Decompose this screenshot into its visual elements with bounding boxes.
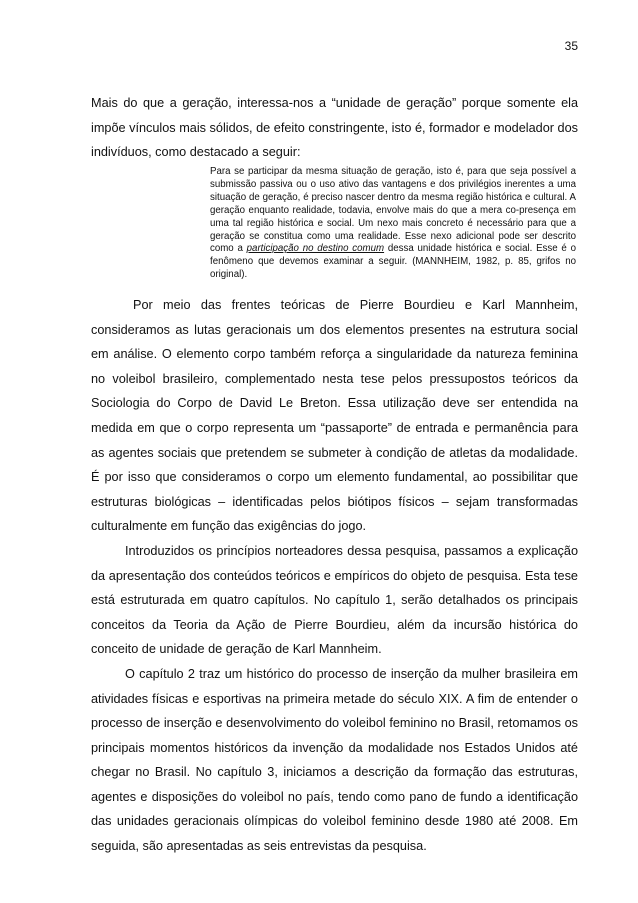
- page-number: 35: [564, 39, 578, 53]
- intro-paragraph: Mais do que a geração, interessa-nos a “unidade de geração” porque somente ela impõe vínculos mais sólidos, de efeito constringente, isto é, formador e modelador dos indivíduos, como destacado a seguir:: [91, 96, 578, 160]
- paragraph-thesis-structure: Introduzidos os princípios norteadores dessa pesquisa, passamos a explicação da apresentação dos conteúdos teóricos e empíricos do objeto de pesquisa. Esta tese está estruturada em quatro capítulos. No capítulo 1, serão detalhados os principais conceitos da Teoria da Ação de Pierre Bourdieu, além da incursão histórica do conceito de unidade de geração de Karl Mannheim.: [91, 543, 578, 657]
- quote-text-end: dessa unidade histórica e social. Esse é o fenômeno que devemos examinar a seguir. (MANNHEIM, 1982, p. 85, grifos no original).: [210, 243, 576, 281]
- quote-text-start: Para se participar da mesma situação de geração, isto é, para que seja possível a submissão passiva ou o uso ativo das vantagens e dos privilégios inerentes a uma situação de geração, é preciso nascer dentro da mesma região histórica e cultural. A geração enquanto realidade, todavia, envolve mais do que a mera co-presença em uma tal região histórica e social. Um nexo mais concreto é necessário para que a geração se constitua como uma realidade. Esse nexo adicional pode ser descrito como a: [210, 166, 576, 255]
- block-quote: [210, 166, 576, 282]
- main-text: [91, 293, 578, 859]
- paragraph-theoretical-fronts: Por meio das frentes teóricas de Pierre Bourdieu e Karl Mannheim, consideramos as lutas geracionais um dos elementos presentes na estrutura social em análise. O elemento corpo também reforça a singularidade da natureza feminina no voleibol brasileiro, complementado nesta tese pelos pressupostos teóricos da Sociologia do Corpo de David Le Breton. Essa utilização deve ser entendida na medida em que o corpo representa um “passaporte” de entrada e permanência para as agentes sociais que pretendem se submeter à condição de atletas da modalidade. É por isso que consideramos o corpo um elemento fundamental, ao possibilitar que estruturas biológicas – identificadas pelos biótipos físicos – sejam transformadas culturalmente em função das exigências do jogo.: [91, 298, 578, 534]
- paragraph-chapters: O capítulo 2 traz um histórico do processo de inserção da mulher brasileira em atividades físicas e esportivas na primeira metade do século XIX. A fim de entender o processo de inserção e desenvolvimento do voleibol feminino no Brasil, retomamos os principais momentos históricos da invenção da modalidade nos Estados Unidos até chegar no Brasil. No capítulo 3, iniciamos a descrição da formação das estruturas, agentes e disposições do voleibol no país, tendo como pano de fundo a identificação das unidades geracionais olímpicas do voleibol feminino desde 1980 até 2008. Em seguida, são apresentadas as seis entrevistas da pesquisa.: [91, 666, 578, 854]
- quote-emphasis: participação no destino comum: [246, 243, 385, 255]
